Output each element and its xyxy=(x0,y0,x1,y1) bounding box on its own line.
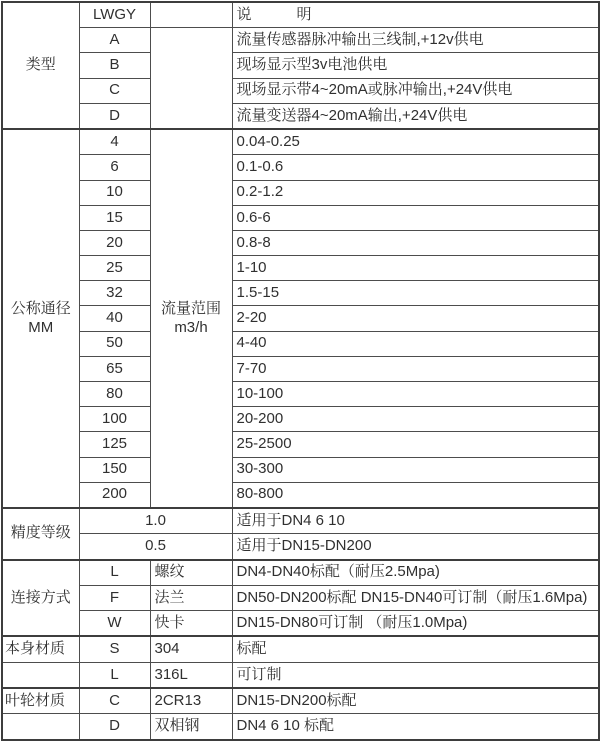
range-cell: 25-2500 xyxy=(232,432,599,457)
type-desc-cell: 流量变送器4~20mA输出,+24V供电 xyxy=(232,103,599,129)
dn-cell: 65 xyxy=(79,356,150,381)
type-desc-cell: 现场显示型3v电池供电 xyxy=(232,53,599,78)
type-code-cell: B xyxy=(79,53,150,78)
flow-header-line2: m3/h xyxy=(174,318,208,336)
connection-name-cell: 快卡 xyxy=(150,611,232,637)
table-row-dn xyxy=(2,382,599,407)
table-row-dn xyxy=(2,256,599,281)
connection-name-cell: 螺纹 xyxy=(150,560,232,586)
table-row-dn xyxy=(2,457,599,482)
table-row-body-material xyxy=(2,636,599,662)
range-cell: 7-70 xyxy=(232,356,599,381)
range-cell: 10-100 xyxy=(232,382,599,407)
type-code-cell: D xyxy=(79,103,150,129)
spec-table xyxy=(1,1,600,741)
empty-cell xyxy=(2,662,79,688)
range-cell: 0.8-8 xyxy=(232,230,599,255)
table-row-type-d xyxy=(2,103,599,129)
table-row-type-a xyxy=(2,28,599,53)
accuracy-scope-cell: 适用于DN15-DN200 xyxy=(232,534,599,560)
material-name-cell: 304 xyxy=(150,636,232,662)
material-name-cell: 2CR13 xyxy=(150,688,232,714)
diameter-label-line1: 公称通径 xyxy=(10,299,71,317)
material-name-cell: 316L xyxy=(150,662,232,688)
dn-cell: 50 xyxy=(79,331,150,356)
material-code-cell: S xyxy=(79,636,150,662)
table-row-connection xyxy=(2,560,599,586)
material-code-cell: C xyxy=(79,688,150,714)
dn-cell: 200 xyxy=(79,482,150,508)
table-row-type-c xyxy=(2,78,599,103)
table-row-accuracy xyxy=(2,534,599,560)
connection-code-cell: F xyxy=(79,585,150,610)
model-code-cell: LWGY xyxy=(79,2,150,28)
material-desc-cell: DN15-DN200标配 xyxy=(232,688,599,714)
dn-cell: 40 xyxy=(79,306,150,331)
empty-cell xyxy=(150,2,232,28)
type-desc-cell: 流量传感器脉冲输出三线制,+12v供电 xyxy=(232,28,599,53)
material-desc-cell: DN4 6 10 标配 xyxy=(232,714,599,740)
material-code-cell: L xyxy=(79,662,150,688)
table-row-dn xyxy=(2,230,599,255)
table-row-dn xyxy=(2,356,599,381)
dn-cell: 4 xyxy=(79,129,150,155)
table-row-impeller-material xyxy=(2,688,599,714)
table-row-dn xyxy=(2,306,599,331)
range-cell: 0.1-0.6 xyxy=(232,155,599,180)
empty-cell xyxy=(2,714,79,740)
material-code-cell: D xyxy=(79,714,150,740)
table-row-dn xyxy=(2,129,599,155)
range-cell: 1.5-15 xyxy=(232,281,599,306)
range-cell: 0.04-0.25 xyxy=(232,129,599,155)
section-label-impeller-material: 叶轮材质 xyxy=(2,688,79,714)
type-desc-cell: 现场显示带4~20mA或脉冲输出,+24V供电 xyxy=(232,78,599,103)
dn-cell: 10 xyxy=(79,180,150,205)
flow-range-header xyxy=(150,129,232,508)
table-row-header xyxy=(2,2,599,28)
table-row-dn xyxy=(2,155,599,180)
connection-code-cell: W xyxy=(79,611,150,637)
diameter-label-line2: MM xyxy=(28,318,54,336)
dn-cell: 25 xyxy=(79,256,150,281)
range-cell: 20-200 xyxy=(232,407,599,432)
table-row-connection xyxy=(2,611,599,637)
section-label-connection: 连接方式 xyxy=(2,560,79,637)
dn-cell: 32 xyxy=(79,281,150,306)
range-cell: 0.2-1.2 xyxy=(232,180,599,205)
dn-cell: 6 xyxy=(79,155,150,180)
table-row-accuracy xyxy=(2,508,599,534)
table-row-dn xyxy=(2,180,599,205)
material-name-cell: 双相钢 xyxy=(150,714,232,740)
desc-title-cell: 说 明 xyxy=(232,2,599,28)
section-label-diameter xyxy=(2,129,79,508)
accuracy-grade-cell: 1.0 xyxy=(79,508,232,534)
range-cell: 0.6-6 xyxy=(232,205,599,230)
dn-cell: 100 xyxy=(79,407,150,432)
material-desc-cell: 标配 xyxy=(232,636,599,662)
connection-desc-cell: DN50-DN200标配 DN15-DN40可订制（耐压1.6Mpa) xyxy=(232,585,599,610)
table-row-dn xyxy=(2,281,599,306)
range-cell: 1-10 xyxy=(232,256,599,281)
section-label-body-material: 本身材质 xyxy=(2,636,79,662)
connection-desc-cell: DN15-DN80可订制 （耐压1.0Mpa) xyxy=(232,611,599,637)
section-label-type: 类型 xyxy=(2,2,79,129)
range-cell: 2-20 xyxy=(232,306,599,331)
connection-name-cell: 法兰 xyxy=(150,585,232,610)
type-code-cell: A xyxy=(79,28,150,53)
dn-cell: 15 xyxy=(79,205,150,230)
connection-code-cell: L xyxy=(79,560,150,586)
table-row-body-material xyxy=(2,662,599,688)
table-row-dn xyxy=(2,407,599,432)
table-row-dn xyxy=(2,205,599,230)
range-cell: 80-800 xyxy=(232,482,599,508)
empty-cell xyxy=(150,28,232,129)
dn-cell: 20 xyxy=(79,230,150,255)
range-cell: 30-300 xyxy=(232,457,599,482)
connection-desc-cell: DN4-DN40标配（耐压2.5Mpa) xyxy=(232,560,599,586)
table-row-dn xyxy=(2,331,599,356)
dn-cell: 125 xyxy=(79,432,150,457)
accuracy-grade-cell: 0.5 xyxy=(79,534,232,560)
material-desc-cell: 可订制 xyxy=(232,662,599,688)
dn-cell: 150 xyxy=(79,457,150,482)
table-row-connection xyxy=(2,585,599,610)
table-row-dn xyxy=(2,482,599,508)
accuracy-scope-cell: 适用于DN4 6 10 xyxy=(232,508,599,534)
dn-cell: 80 xyxy=(79,382,150,407)
table-row-impeller-material xyxy=(2,714,599,740)
flow-header-line1: 流量范围 xyxy=(160,299,221,317)
section-label-accuracy: 精度等级 xyxy=(2,508,79,560)
table-row-type-b xyxy=(2,53,599,78)
range-cell: 4-40 xyxy=(232,331,599,356)
type-code-cell: C xyxy=(79,78,150,103)
table-row-dn xyxy=(2,432,599,457)
